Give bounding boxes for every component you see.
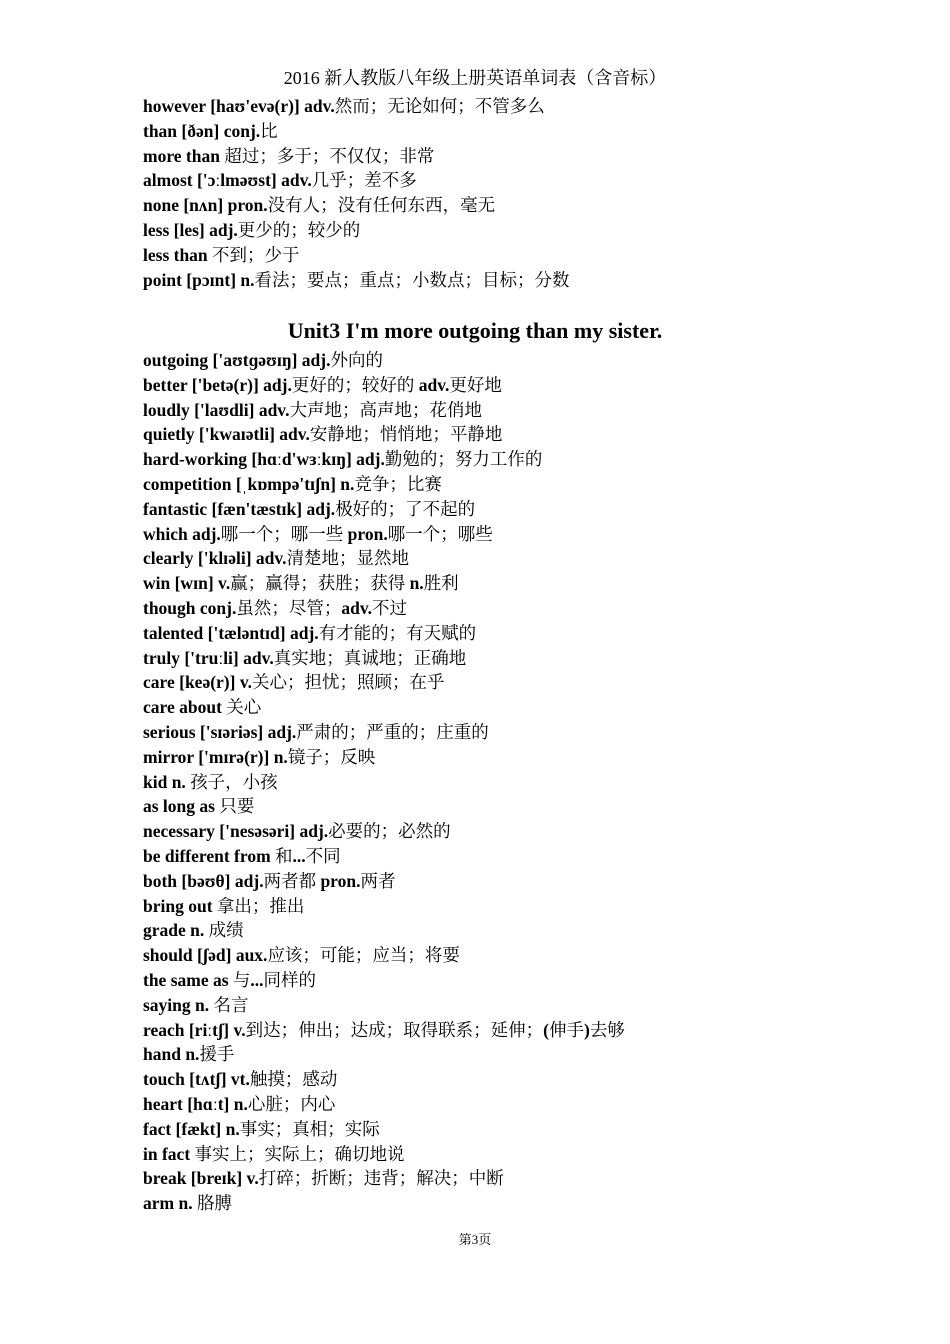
vocab-entry xyxy=(143,993,903,1018)
vocab-meaning: 超过；多于；不仅仅；非常 xyxy=(219,145,435,166)
vocab-entry xyxy=(143,168,903,193)
vocab-word: serious ['sɪəriəs] adj. xyxy=(143,721,297,742)
vocab-word: saying n. xyxy=(143,994,210,1015)
vocab-meaning: 比 xyxy=(260,120,278,141)
vocab-entry xyxy=(143,243,903,268)
vocab-list-top xyxy=(143,94,903,292)
vocab-word: kid n. xyxy=(143,771,186,792)
vocab-entry xyxy=(143,918,903,943)
vocab-word: almost ['ɔːlməʊst] adv. xyxy=(143,170,312,191)
vocab-entry xyxy=(143,943,903,968)
vocab-word: however [haʊ'evə(r)] adv. xyxy=(143,96,335,116)
vocab-word: the same as xyxy=(143,969,229,990)
vocab-meaning: 胜利 xyxy=(423,573,459,594)
vocab-meaning: 然而；无论如何；不管多么 xyxy=(334,96,545,116)
vocab-meaning: 去够 xyxy=(589,1019,625,1040)
vocab-word: ... xyxy=(292,845,306,866)
vocab-meaning: 竞争；比赛 xyxy=(354,473,442,494)
vocab-word: heart [hɑːt] n. xyxy=(143,1093,248,1114)
vocab-meaning: 成绩 xyxy=(204,920,244,941)
vocab-word: as long as xyxy=(143,796,215,817)
vocab-meaning: 触摸；感动 xyxy=(249,1069,338,1090)
vocab-word: touch [tʌtʃ] vt. xyxy=(143,1069,250,1090)
vocab-entry xyxy=(143,144,903,169)
vocab-word: necessary ['nesəsəri] adj. xyxy=(143,821,329,842)
vocab-word: talented ['tæləntɪd] adj. xyxy=(143,622,319,643)
vocab-word: both [bəʊθ] adj. xyxy=(143,870,264,891)
vocab-entry xyxy=(143,894,903,919)
vocab-meaning: 关心；担忧；照顾；在乎 xyxy=(252,672,445,693)
vocab-entry xyxy=(143,794,903,819)
vocab-entry xyxy=(143,621,903,646)
vocab-meaning: 拿出；推出 xyxy=(212,895,305,916)
vocab-meaning: 哪一个；哪些 xyxy=(387,523,493,544)
unit-title: Unit3 I'm more outgoing than my sister. xyxy=(287,318,663,343)
vocab-word: win [wɪn] v. xyxy=(143,573,231,594)
vocab-entry xyxy=(143,1142,903,1167)
vocab-word: ... xyxy=(250,969,264,990)
vocab-meaning: 和 xyxy=(270,845,293,866)
vocab-entry xyxy=(143,398,903,423)
vocab-word: which adj. xyxy=(143,523,221,544)
vocab-word: less [les] adj. xyxy=(143,219,238,240)
vocab-entry xyxy=(143,1042,903,1067)
vocab-entry xyxy=(143,447,903,472)
vocab-word: less than xyxy=(143,244,208,265)
vocab-meaning: 孩子，小孩 xyxy=(185,771,278,792)
vocab-entry xyxy=(143,770,903,795)
vocab-meaning: 严肃的；严重的；庄重的 xyxy=(296,721,489,742)
vocab-meaning: 不到；少于 xyxy=(207,244,300,265)
vocab-word: ( xyxy=(543,1019,549,1040)
vocab-meaning: 胳膊 xyxy=(192,1193,232,1214)
vocab-entry xyxy=(143,745,903,770)
vocab-meaning: 有才能的；有天赋的 xyxy=(318,622,477,643)
vocab-word: truly ['truːli] adv. xyxy=(143,647,274,668)
vocab-meaning: 援手 xyxy=(199,1044,235,1065)
vocab-meaning: 大声地；高声地；花俏地 xyxy=(289,399,482,420)
vocab-word: more than xyxy=(143,145,220,166)
vocab-word: bring out xyxy=(143,895,213,916)
vocab-entry xyxy=(143,1067,903,1092)
vocab-meaning: 赢；赢得；获胜；获得 xyxy=(230,573,410,594)
vocab-meaning: 事实上；实际上；确切地说 xyxy=(190,1143,405,1164)
vocab-meaning: 同样的 xyxy=(263,969,317,990)
vocab-word: though conj. xyxy=(143,597,237,618)
vocab-word: hand n. xyxy=(143,1044,200,1065)
vocab-meaning: 必要的；必然的 xyxy=(328,821,451,842)
vocab-meaning: 没有人；没有任何东西，毫无 xyxy=(267,195,496,216)
vocab-word: adv. xyxy=(341,597,373,618)
vocab-word: ) xyxy=(583,1019,590,1040)
vocab-word: care about xyxy=(143,697,222,718)
vocab-meaning: 到达；伸出；达成；取得联系；延伸； xyxy=(245,1019,544,1040)
vocab-entry xyxy=(143,268,903,293)
vocab-meaning: 更少的；较少的 xyxy=(237,219,361,240)
vocab-meaning: 安静地；悄悄地；平静地 xyxy=(309,424,503,445)
vocab-entry xyxy=(143,720,903,745)
vocab-word: than [ðən] conj. xyxy=(143,120,261,141)
vocab-word: n. xyxy=(409,573,424,594)
vocab-entry xyxy=(143,571,903,596)
vocab-meaning: 与 xyxy=(228,969,251,990)
vocab-entry xyxy=(143,844,903,869)
vocab-entry xyxy=(143,94,903,119)
vocab-entry xyxy=(143,348,903,373)
vocab-meaning: 不同 xyxy=(305,845,341,866)
vocab-word: fantastic [fæn'tæstɪk] adj. xyxy=(143,498,336,519)
vocab-meaning: 心脏；内心 xyxy=(247,1093,336,1114)
vocab-meaning: 虽然；尽管； xyxy=(236,597,342,618)
vocab-entry xyxy=(143,1092,903,1117)
vocab-meaning: 清楚地；显然地 xyxy=(286,548,410,569)
vocab-meaning: 关心 xyxy=(221,697,262,718)
vocab-entry xyxy=(143,193,903,218)
vocab-entry xyxy=(143,819,903,844)
vocab-word: adv. xyxy=(418,374,450,395)
page-number: 第3页 xyxy=(458,1232,492,1247)
vocab-entry xyxy=(143,670,903,695)
vocab-word: should [ʃəd] aux. xyxy=(143,945,268,966)
vocab-meaning: 极好的；了不起的 xyxy=(335,498,476,519)
vocab-entry xyxy=(143,497,903,522)
page-header: 2016 新人教版八年级上册英语单词表（含音标） xyxy=(283,68,667,88)
vocab-entry xyxy=(143,522,903,547)
vocab-entry xyxy=(143,546,903,571)
vocab-entry xyxy=(143,119,903,144)
vocab-word: in fact xyxy=(143,1143,191,1164)
vocab-entry xyxy=(143,695,903,720)
vocab-entry xyxy=(143,472,903,497)
vocab-entry xyxy=(143,1166,903,1191)
vocab-meaning: 哪一个；哪一些 xyxy=(220,523,348,544)
vocab-word: hard-working [hɑːd'wɜːkɪŋ] adj. xyxy=(143,449,385,470)
vocab-entry xyxy=(143,1117,903,1142)
vocab-word: loudly ['laʊdli] adv. xyxy=(143,399,290,420)
vocab-meaning: 镜子；反映 xyxy=(287,746,376,767)
vocab-meaning: 名言 xyxy=(209,994,249,1015)
vocab-entry xyxy=(143,218,903,243)
vocab-word: arm n. xyxy=(143,1193,193,1214)
vocab-entry xyxy=(143,869,903,894)
vocab-word: reach [riːtʃ] v. xyxy=(143,1019,246,1040)
vocab-word: grade n. xyxy=(143,920,205,941)
vocab-entry xyxy=(143,373,903,398)
vocab-meaning: 伸手 xyxy=(548,1019,584,1040)
vocab-word: mirror ['mɪrə(r)] n. xyxy=(143,746,288,767)
vocab-meaning: 应该；可能；应当；将要 xyxy=(267,945,460,966)
vocab-meaning: 两者都 xyxy=(263,870,321,891)
vocab-meaning: 更好地 xyxy=(449,374,502,395)
vocab-word: care [keə(r)] v. xyxy=(143,672,252,693)
vocab-meaning: 事实；真相；实际 xyxy=(239,1118,380,1139)
vocab-list-unit3 xyxy=(143,348,903,1216)
vocab-word: break [breɪk] v. xyxy=(143,1168,259,1189)
vocab-word: point [pɔɪnt] n. xyxy=(143,269,255,290)
vocab-word: quietly ['kwaɪətli] adv. xyxy=(143,424,310,445)
vocab-entry xyxy=(143,1191,903,1216)
vocab-meaning: 勤勉的；努力工作的 xyxy=(384,449,543,470)
vocab-meaning: 外向的 xyxy=(330,350,383,370)
vocab-word: pron. xyxy=(320,870,361,891)
vocab-word: fact [fækt] n. xyxy=(143,1118,240,1139)
vocab-meaning: 更好的；较好的 xyxy=(291,374,419,395)
vocab-meaning: 真实地；真诚地；正确地 xyxy=(273,647,467,668)
vocab-word: competition [ˌkɒmpə'tɪʃn] n. xyxy=(143,473,355,494)
vocab-meaning: 几乎；差不多 xyxy=(311,170,417,191)
vocab-word: none [nʌn] pron. xyxy=(143,195,268,216)
vocab-meaning: 两者 xyxy=(360,870,396,891)
vocab-meaning: 看法；要点；重点；小数点；目标；分数 xyxy=(254,269,570,290)
vocab-meaning: 不过 xyxy=(372,597,408,618)
vocab-meaning: 只要 xyxy=(214,796,255,817)
vocab-word: be different from xyxy=(143,845,271,866)
vocab-word: clearly ['klɪəli] adv. xyxy=(143,548,287,569)
vocab-entry xyxy=(143,1018,903,1043)
vocab-entry xyxy=(143,646,903,671)
vocab-entry xyxy=(143,422,903,447)
vocab-entry xyxy=(143,968,903,993)
vocab-word: pron. xyxy=(347,523,388,544)
vocab-entry xyxy=(143,596,903,621)
vocab-word: outgoing ['aʊtɡəʊɪŋ] adj. xyxy=(143,350,331,370)
vocab-word: better ['betə(r)] adj. xyxy=(143,374,292,395)
vocab-meaning: 打碎；折断；违背；解决；中断 xyxy=(258,1168,504,1189)
